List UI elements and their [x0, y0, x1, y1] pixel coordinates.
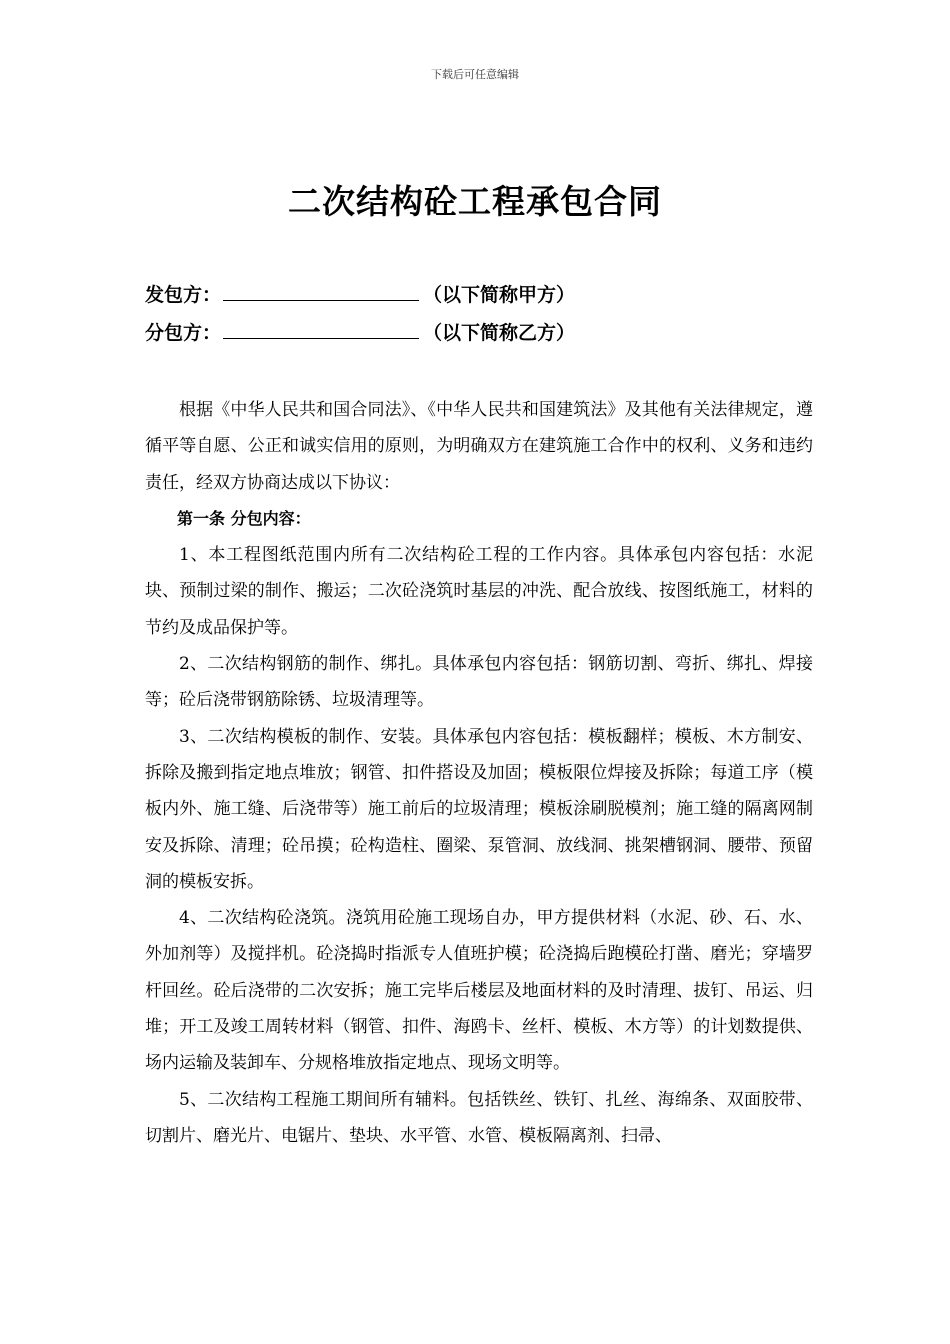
document-title: 二次结构砼工程承包合同	[288, 182, 662, 221]
party-a-blank	[223, 282, 419, 301]
page-header-note: 下载后可任意编辑	[431, 68, 519, 81]
party-b-blank	[223, 320, 419, 339]
party-b-line	[145, 318, 575, 345]
article-1-item: 3、二次结构模板的制作、安装。具体承包内容包括：模板翻样；模板、木方制安、拆除及搬到指定地点堆放；钢管、扣件搭设及加固；模板限位焊接及拆除；每道工序（模板内外、施工缝、后浇带等）施工前后的垃圾清理；模板涂刷脱模剂；施工缝的隔离网制安及拆除、清理；砼吊摸；砼构造柱、圈梁、泵管洞、放线洞、挑架槽钢洞、腰带、预留洞的模板安拆。	[145, 726, 813, 892]
article-1-item: 2、二次结构钢筋的制作、绑扎。具体承包内容包括：钢筋切割、弯折、绑扎、焊接等；砼后浇带钢筋除锈、垃圾清理等。	[145, 654, 813, 711]
party-a-line	[145, 280, 575, 307]
party-b-suffix: （以下简称乙方）	[423, 322, 576, 344]
article-1-item: 5、二次结构工程施工期间所有辅料。包括铁丝、铁钉、扎丝、海绵条、双面胶带、切割片、磨光片、电锯片、垫块、水平管、水管、模板隔离剂、扫帚、	[145, 1089, 813, 1146]
article-1-item: 4、二次结构砼浇筑。浇筑用砼施工现场自办，甲方提供材料（水泥、砂、石、水、外加剂等）及搅拌机。砼浇捣时指派专人值班护模；砼浇捣后跑模砼打凿、磨光；穿墙罗杆回丝。砼后浇带的二次安拆；施工完毕后楼层及地面材料的及时清理、拔钉、吊运、归堆；开工及竣工周转材料（钢管、扣件、海鸥卡、丝杆、模板、木方等）的计划数提供、场内运输及装卸车、分规格堆放指定地点、现场文明等。	[145, 908, 813, 1074]
contract-body	[145, 392, 813, 1154]
party-a-label: 发包方：	[145, 284, 222, 306]
intro-paragraph: 根据《中华人民共和国合同法》、《中华人民共和国建筑法》及其他有关法律规定，遵循平等自愿、公正和诚实信用的原则，为明确双方在建筑施工合作中的权利、义务和违约责任，经双方协商达成以下协议：	[145, 400, 813, 493]
party-a-suffix: （以下简称甲方）	[423, 284, 576, 306]
article-1-heading: 第一条 分包内容：	[177, 508, 311, 528]
article-1-item: 1、本工程图纸范围内所有二次结构砼工程的工作内容。具体承包内容包括：水泥块、预制过梁的制作、搬运；二次砼浇筑时基层的冲洗、配合放线、按图纸施工，材料的节约及成品保护等。	[145, 545, 813, 638]
party-b-label: 分包方：	[145, 322, 222, 344]
